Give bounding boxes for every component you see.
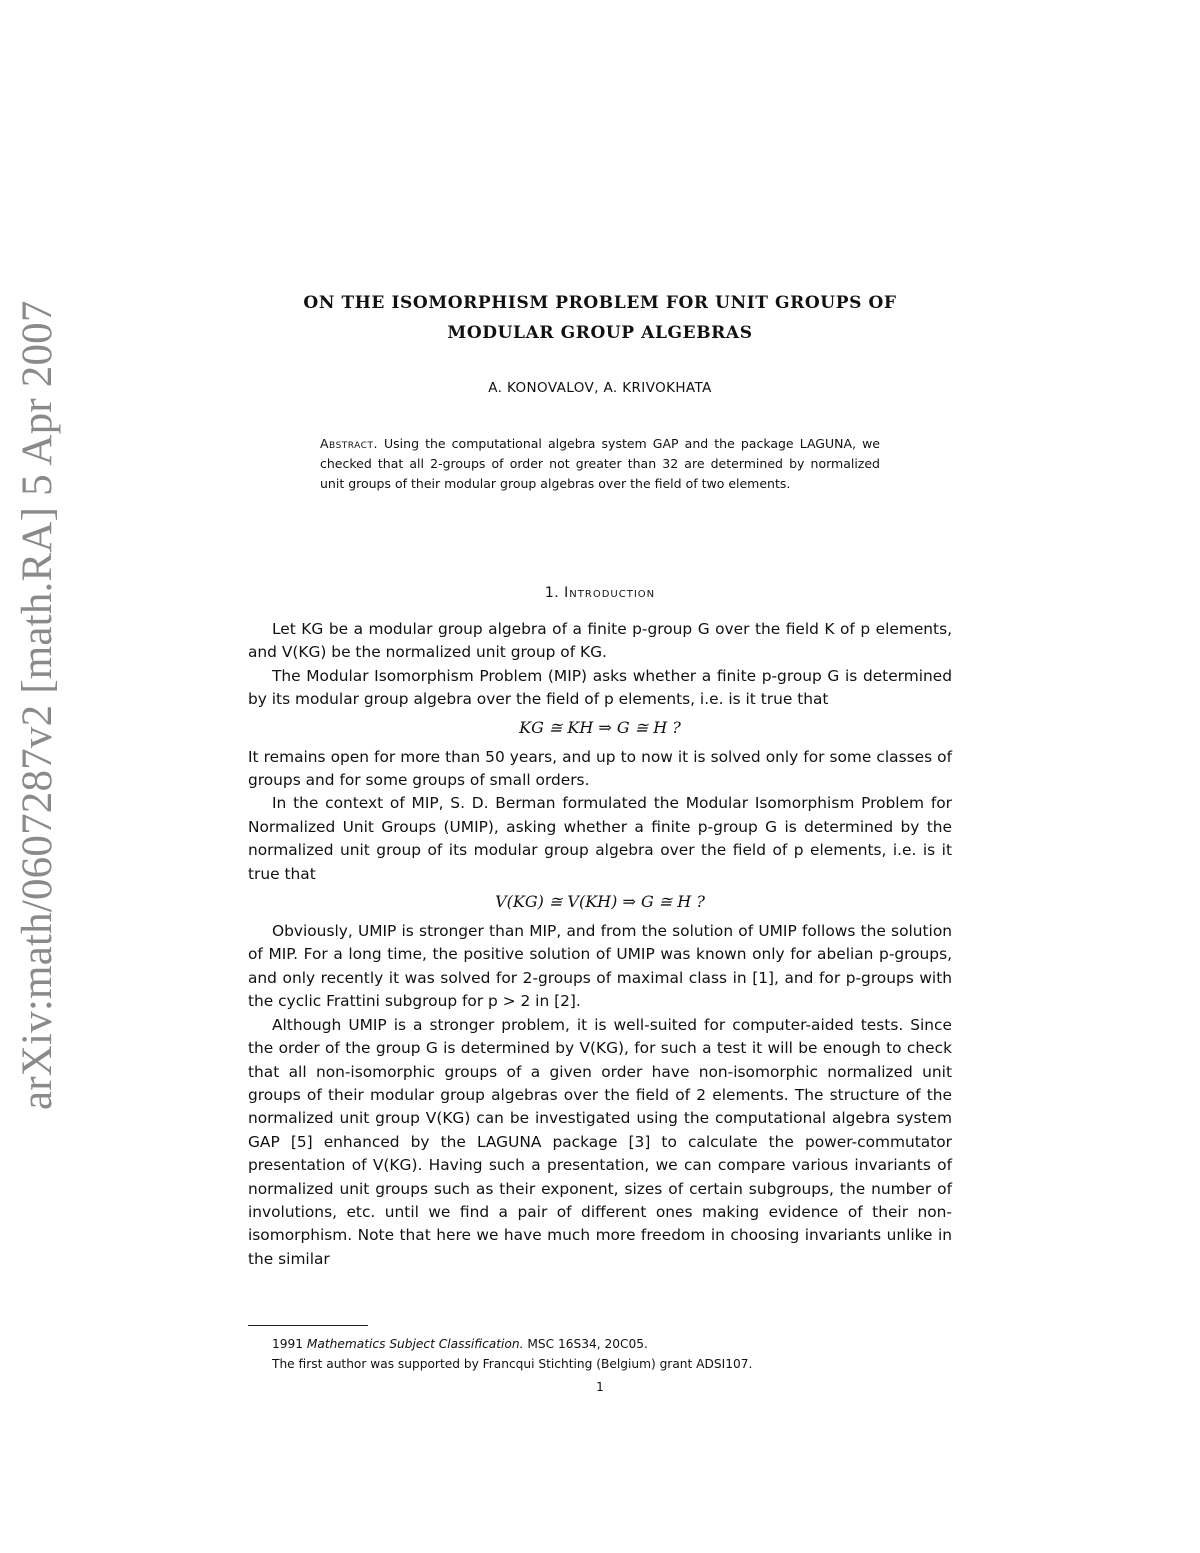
- authors: A. KONOVALOV, A. KRIVOKHATA: [488, 380, 712, 396]
- arxiv-stamp: arXiv:math/0607287v2 [math.RA] 5 Apr 2007: [14, 300, 61, 1110]
- section-title: Introduction: [564, 585, 656, 601]
- title-line-1: ON THE ISOMORPHISM PROBLEM FOR UNIT GROUPS OF: [303, 293, 897, 313]
- paragraph-4: In the context of MIP, S. D. Berman formulated the Modular Isomorphism Problem for Normalized Unit Groups (UMIP), asking whether a finite p-group G is determined by the normalized unit group of its modular group algebra over the field of p elements, i.e. is it true that: [248, 794, 952, 883]
- paragraph-6: Although UMIP is a stronger problem, it is well-suited for computer-aided tests. Since the order of the group G is determined by V(KG), for such a test it will be enough to check that all non-isomorphic groups of a given order have non-isomorphic normalized unit groups of their modular group algebras over the field of 2 elements. The structure of the normalized unit group V(KG) can be investigated using the computational algebra system GAP [5] enhanced by the LAGUNA package [3] to calculate the power-commutator presentation of V(KG). Having such a presentation, we can compare various invariants of normalized unit groups such as their exponent, sizes of certain subgroups, the number of involutions, etc. until we find a pair of different ones making evidence of their non-isomorphism. Note that here we have much more freedom in choosing invariants unlike in the similar: [248, 1015, 952, 1268]
- footnote-msc: [272, 1334, 952, 1354]
- title-line-2: MODULAR GROUP ALGEBRAS: [447, 323, 753, 343]
- msc-codes: MSC 16S34, 20C05.: [527, 1337, 648, 1351]
- msc-label: Mathematics Subject Classification.: [306, 1337, 524, 1351]
- paragraph-2: The Modular Isomorphism Problem (MIP) asks whether a finite p-group G is determined by its modular group algebra over the field of p elements, i.e. is it true that: [248, 666, 952, 709]
- abstract: [320, 434, 880, 494]
- section-number: 1.: [544, 585, 560, 601]
- section-heading: [248, 585, 952, 601]
- main-text: [248, 618, 952, 1271]
- equation-2: V(KG) ≅ V(KH) ⇒ G ≅ H ?: [495, 892, 705, 912]
- paper-title: [248, 288, 952, 348]
- footnote-rule: [248, 1325, 368, 1326]
- abstract-label: Abstract.: [320, 436, 378, 451]
- abstract-text: Using the computational algebra system GAP and the package LAGUNA, we checked that all 2-groups of order not greater than 32 are determined by normalized unit groups of their modular group algebras over the field of two elements.: [320, 436, 880, 491]
- footnote-support: The first author was supported by Francqui Stichting (Belgium) grant ADSI107.: [272, 1357, 753, 1371]
- paragraph-3: It remains open for more than 50 years, and up to now it is solved only for some classes of groups and for some groups of small orders.: [248, 747, 952, 790]
- page-number: 1: [596, 1380, 604, 1394]
- msc-year: 1991: [272, 1337, 304, 1351]
- paragraph-5: Obviously, UMIP is stronger than MIP, and from the solution of UMIP follows the solution of MIP. For a long time, the positive solution of UMIP was known only for abelian p-groups, and only recently it was solved for 2-groups of maximal class in [1], and for p-groups with the cyclic Frattini subgroup for p > 2 in [2].: [248, 922, 952, 1011]
- paragraph-1: Let KG be a modular group algebra of a finite p-group G over the field K of p elements, and V(KG) be the normalized unit group of KG.: [248, 620, 952, 662]
- footnotes: [272, 1334, 952, 1374]
- equation-1: KG ≅ KH ⇒ G ≅ H ?: [519, 717, 681, 737]
